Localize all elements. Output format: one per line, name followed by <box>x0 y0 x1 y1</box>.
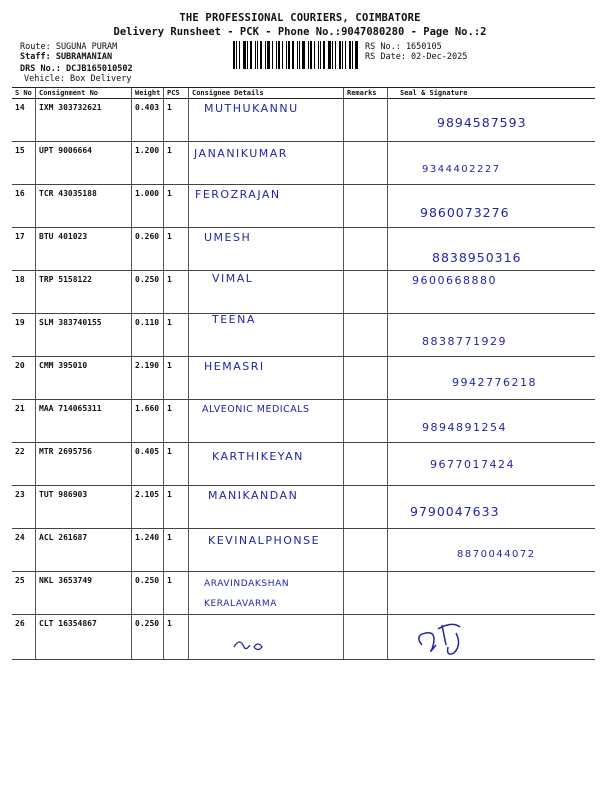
weight-cell: 1.240 <box>132 529 164 571</box>
barcode-bar <box>276 41 277 69</box>
barcode-bar <box>267 41 270 69</box>
barcode-bar <box>318 41 319 69</box>
consignee-handwritten: KEVINALPHONSE <box>208 534 321 547</box>
table-row <box>12 142 595 185</box>
col-consignment: Consignment No <box>36 88 132 98</box>
consignee-handwritten: MANIKANDAN <box>208 489 299 502</box>
consignee-handwritten: ARAVINDAKSHAN KERALAVARMA <box>204 579 290 609</box>
signature-scribble <box>412 615 482 659</box>
table-row <box>12 314 595 357</box>
sno-cell: 17 <box>12 228 36 270</box>
staff-label: Staff: SUBRAMANIAN <box>20 52 113 62</box>
weight-cell: 0.110 <box>132 314 164 356</box>
sno-cell: 15 <box>12 142 36 184</box>
consignment-cell: TUT 986903 <box>36 486 132 528</box>
consignment-cell: TRP 5158122 <box>36 271 132 313</box>
table-row <box>12 271 595 314</box>
sno-cell: 26 <box>12 615 36 659</box>
barcode-bar <box>342 41 343 69</box>
barcode-bar <box>349 41 351 69</box>
barcode-bar <box>292 41 294 69</box>
barcode-bar <box>314 41 315 69</box>
barcode-bar <box>297 41 298 69</box>
signature-phone: 8870044072 <box>457 549 536 560</box>
barcode-bar <box>272 41 273 69</box>
consignment-cell: UPT 9006664 <box>36 142 132 184</box>
col-consignee: Consignee Details <box>189 88 344 98</box>
pcs-cell: 1 <box>164 486 189 528</box>
barcode-bar <box>332 41 333 69</box>
barcode-bar <box>239 41 240 69</box>
signature-phone: 9860073276 <box>420 205 510 220</box>
pcs-cell: 1 <box>164 400 189 442</box>
col-sno: S No <box>12 88 36 98</box>
sno-cell: 19 <box>12 314 36 356</box>
sno-cell: 14 <box>12 99 36 141</box>
consignee-handwritten: FEROZRAJAN <box>195 188 281 201</box>
signature-phone: 9677017424 <box>430 458 515 471</box>
sno-cell: 23 <box>12 486 36 528</box>
weight-cell: 0.250 <box>132 271 164 313</box>
signature-phone: 9894891254 <box>422 421 507 434</box>
consignment-cell: MAA 714065311 <box>36 400 132 442</box>
table-row <box>12 572 595 615</box>
barcode-bar <box>308 41 309 69</box>
table-row <box>12 400 595 443</box>
weight-cell: 0.405 <box>132 443 164 485</box>
consignment-cell: ACL 261687 <box>36 529 132 571</box>
barcode-bar <box>286 41 287 69</box>
pcs-cell: 1 <box>164 185 189 227</box>
pcs-cell: 1 <box>164 529 189 571</box>
consignee-handwritten: ALVEONIC MEDICALS <box>202 404 310 415</box>
consignee-handwritten: UMESH <box>204 231 252 244</box>
consignment-cell: CLT 16354867 <box>36 615 132 659</box>
consignment-cell: CMM 395010 <box>36 357 132 399</box>
signature-phone: 9600668880 <box>412 274 497 287</box>
weight-cell: 2.105 <box>132 486 164 528</box>
sno-cell: 25 <box>12 572 36 614</box>
signature-phone: 9942776218 <box>452 376 537 389</box>
consignment-cell: NKL 3653749 <box>36 572 132 614</box>
barcode-bar <box>355 41 358 69</box>
company-title: THE PROFESSIONAL COURIERS, COIMBATORE <box>179 12 421 24</box>
consignee-handwritten: JANANIKUMAR <box>194 147 288 160</box>
rs-number: RS No.: 1650105 <box>365 42 442 52</box>
pcs-cell: 1 <box>164 615 189 659</box>
table-header <box>12 88 595 99</box>
table-row <box>12 228 595 271</box>
consignee-handwritten: VIMAL <box>212 272 254 285</box>
sno-cell: 24 <box>12 529 36 571</box>
barcode-bar <box>339 41 341 69</box>
barcode-bar <box>255 41 256 69</box>
pcs-cell: 1 <box>164 99 189 141</box>
table-row <box>12 99 595 142</box>
barcode-bar <box>278 41 280 69</box>
weight-cell: 0.403 <box>132 99 164 141</box>
barcode-bar <box>320 41 321 69</box>
pcs-cell: 1 <box>164 228 189 270</box>
vehicle-label: Vehicle: Box Delivery <box>24 74 132 84</box>
col-weight: Weight <box>132 88 164 98</box>
barcode-bar <box>302 41 305 69</box>
weight-cell: 1.200 <box>132 142 164 184</box>
barcode-bar <box>352 41 353 69</box>
sno-cell: 16 <box>12 185 36 227</box>
consignment-cell: MTR 2695756 <box>36 443 132 485</box>
drs-number: DRS No.: DCJB165010502 <box>20 64 133 74</box>
barcode-bar <box>323 41 325 69</box>
pcs-cell: 1 <box>164 271 189 313</box>
table-row <box>12 357 595 400</box>
barcode-bar <box>335 41 336 69</box>
barcode-bar <box>257 41 258 69</box>
weight-cell: 1.660 <box>132 400 164 442</box>
sno-cell: 21 <box>12 400 36 442</box>
consignment-cell: SLM 383740155 <box>36 314 132 356</box>
runsheet-table <box>12 87 595 660</box>
table-row <box>12 185 595 228</box>
sno-cell: 22 <box>12 443 36 485</box>
signature-phone: 9894587593 <box>437 115 527 130</box>
runsheet-title: Delivery Runsheet - PCK - Phone No.:9047080280 - Page No.:2 <box>113 26 487 38</box>
barcode <box>233 41 361 69</box>
barcode-bar <box>236 41 237 69</box>
barcode-bar <box>345 41 346 69</box>
col-signature: Seal & Signature <box>400 89 468 97</box>
sno-cell: 20 <box>12 357 36 399</box>
sno-cell: 18 <box>12 271 36 313</box>
consignment-cell: IXM 303732621 <box>36 99 132 141</box>
signature-phone: 8838771929 <box>422 335 507 348</box>
barcode-bar <box>243 41 246 69</box>
handwritten-mark <box>232 635 272 655</box>
col-pcs: PCS <box>164 88 189 98</box>
barcode-bar <box>247 41 248 69</box>
weight-cell: 0.250 <box>132 572 164 614</box>
barcode-bar <box>328 41 331 69</box>
pcs-cell: 1 <box>164 142 189 184</box>
weight-cell: 0.250 <box>132 615 164 659</box>
consignment-cell: BTU 401023 <box>36 228 132 270</box>
pcs-cell: 1 <box>164 443 189 485</box>
pcs-cell: 1 <box>164 314 189 356</box>
barcode-bar <box>250 41 252 69</box>
weight-cell: 0.260 <box>132 228 164 270</box>
barcode-bar <box>288 41 290 69</box>
barcode-bar <box>299 41 300 69</box>
pcs-cell: 1 <box>164 357 189 399</box>
barcode-bar <box>260 41 262 69</box>
table-row <box>12 443 595 486</box>
barcode-bar <box>265 41 266 69</box>
consignee-handwritten: HEMASRI <box>204 360 265 373</box>
route-label: Route: SUGUNA PURAM <box>20 42 118 52</box>
pcs-cell: 1 <box>164 572 189 614</box>
col-remarks: Remarks <box>344 88 388 98</box>
table-row <box>12 615 595 660</box>
barcode-bar <box>233 41 235 69</box>
signature-phone: 8838950316 <box>432 250 522 265</box>
rs-date: RS Date: 02-Dec-2025 <box>365 52 468 62</box>
barcode-bar <box>310 41 312 69</box>
barcode-bar <box>282 41 283 69</box>
signature-phone: 9344402227 <box>422 164 501 175</box>
consignee-handwritten: KARTHIKEYAN <box>212 450 304 463</box>
consignee-handwritten: TEENA <box>212 313 256 326</box>
table-row <box>12 486 595 529</box>
weight-cell: 1.000 <box>132 185 164 227</box>
weight-cell: 2.190 <box>132 357 164 399</box>
table-row <box>12 529 595 572</box>
consignee-handwritten: MUTHUKANNU <box>204 102 299 115</box>
consignment-cell: TCR 43035188 <box>36 185 132 227</box>
signature-phone: 9790047633 <box>410 504 500 519</box>
